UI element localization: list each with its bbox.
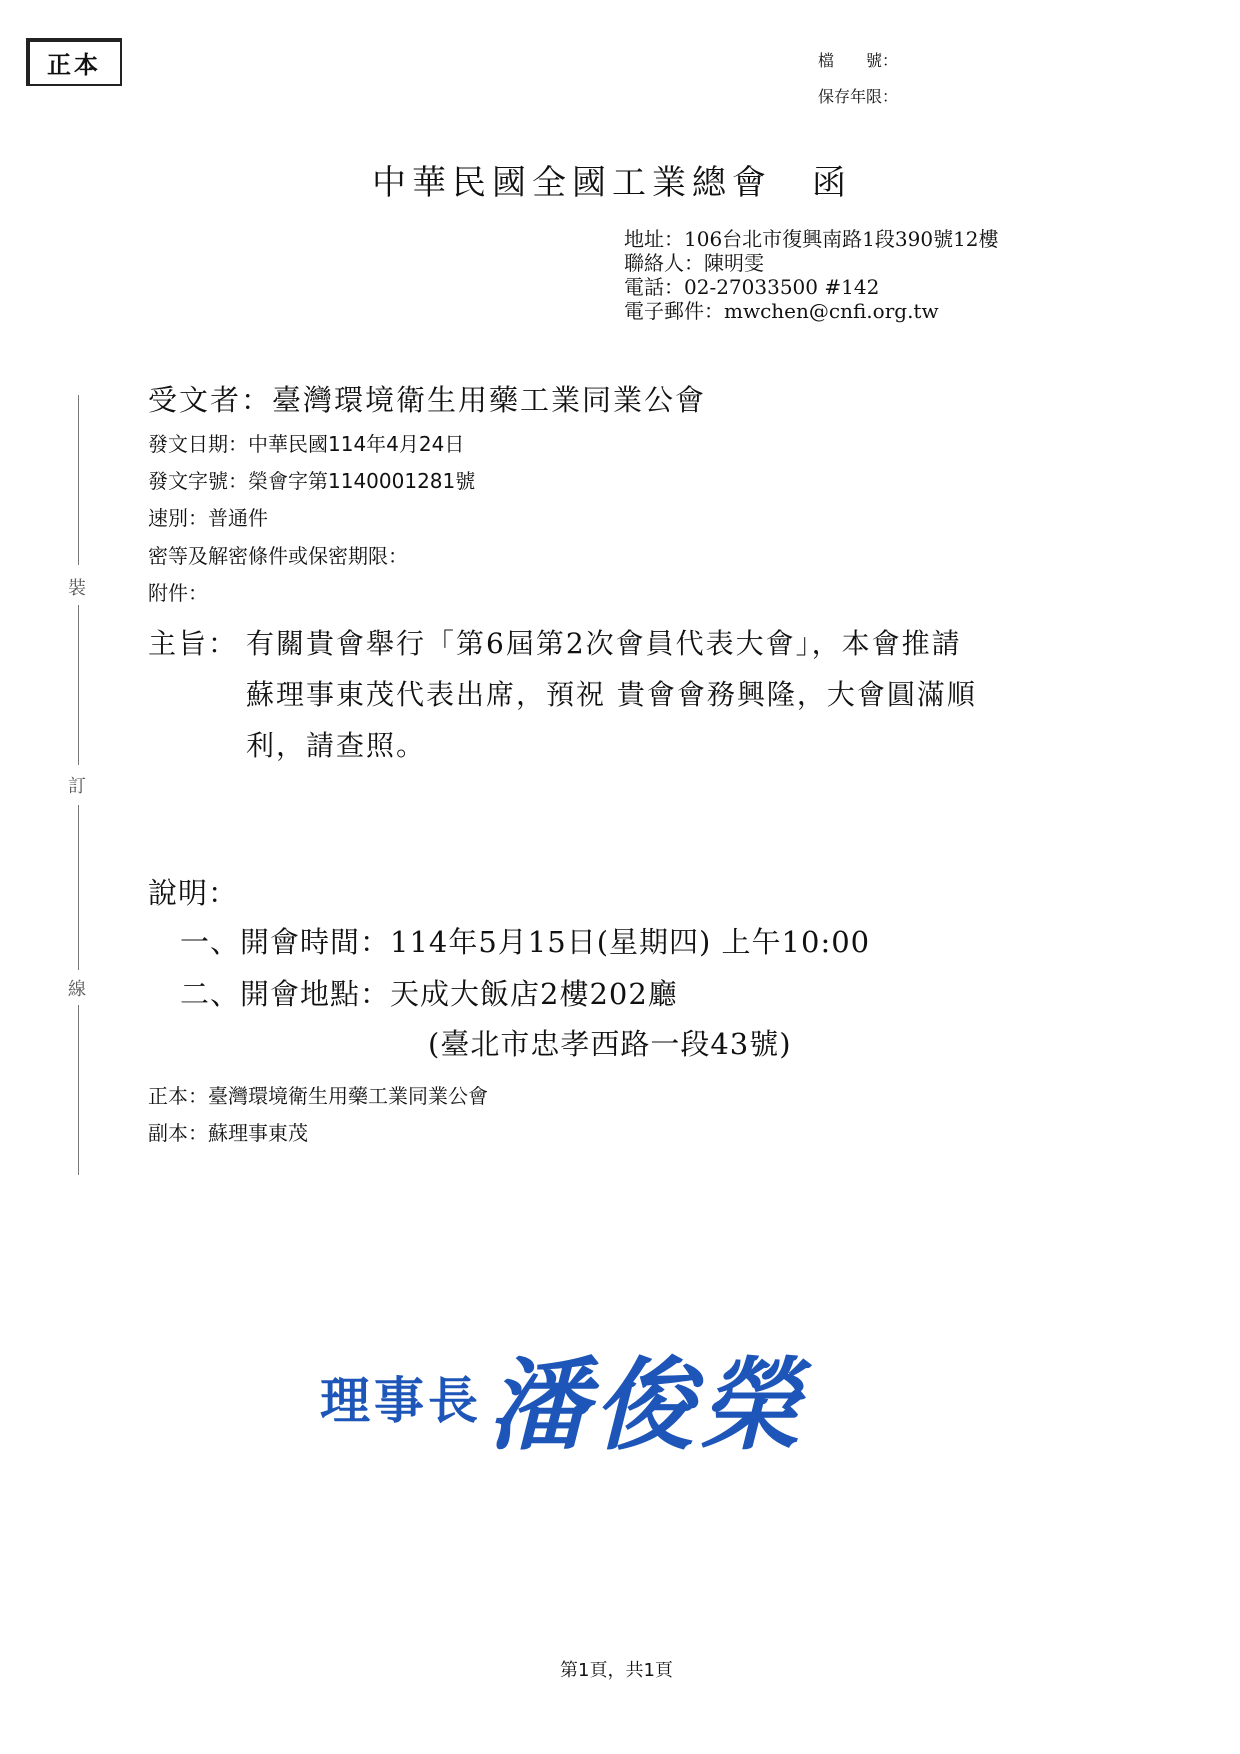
- binding-mark-2: 訂: [68, 776, 86, 797]
- signature-title: 理事長: [320, 1371, 482, 1430]
- classification: 密等及解密條件或保密期限：: [148, 544, 408, 568]
- signature-name: 潘俊榮: [487, 1346, 806, 1464]
- retention-label: 保存年限：: [818, 87, 899, 106]
- contact-person: 聯絡人：陳明雯: [624, 251, 764, 275]
- explanation-label: 說明：: [148, 876, 239, 910]
- attachment: 附件：: [148, 581, 208, 605]
- subject-label: 主旨：: [148, 627, 239, 660]
- binding-mark-1: 裝: [68, 578, 86, 599]
- explanation-item-2: 二、開會地點：天成大飯店2樓202廳: [180, 977, 678, 1011]
- delivery-speed: 速別：普通件: [148, 506, 268, 530]
- distribution-original: 正本：臺灣環境衛生用藥工業同業公會: [148, 1084, 488, 1108]
- subject-line-1: 有關貴會舉行「第6屆第2次會員代表大會」，本會推請: [246, 627, 962, 660]
- chairman-signature-stamp: [320, 1325, 806, 1469]
- page-number: 第1頁，共1頁: [560, 1660, 673, 1681]
- subject-line-3: 利，請查照。: [246, 729, 427, 762]
- issue-date: 發文日期：中華民國114年4月24日: [148, 432, 465, 456]
- issue-number: 發文字號：榮會字第1140001281號: [148, 469, 476, 493]
- binding-line-mid: [78, 605, 79, 765]
- explanation-item-1: 一、開會時間：114年5月15日(星期四) 上午10:00: [180, 925, 871, 959]
- file-number-label: 檔 號：: [818, 51, 899, 70]
- contact-email: 電子郵件：mwchen@cnfi.org.tw: [624, 299, 939, 323]
- original-copy-stamp: 正本: [26, 38, 122, 86]
- subject-line-2: 蘇理事東茂代表出席，預祝 貴會會務興隆，大會圓滿順: [246, 678, 977, 711]
- contact-address: 地址：106台北市復興南路1段390號12樓: [624, 227, 999, 251]
- recipient: 受文者：臺灣環境衛生用藥工業同業公會: [148, 383, 707, 417]
- binding-line-lower: [78, 805, 79, 970]
- binding-line-bottom: [78, 1005, 79, 1175]
- document-title: 中華民國全國工業總會 函: [372, 163, 852, 203]
- binding-line-top: [78, 395, 79, 565]
- contact-phone: 電話：02-27033500 #142: [624, 275, 880, 299]
- binding-mark-3: 線: [68, 979, 86, 1000]
- explanation-item-2-address: (臺北市忠孝西路一段43號): [428, 1027, 792, 1061]
- distribution-copy: 副本：蘇理事東茂: [148, 1121, 308, 1145]
